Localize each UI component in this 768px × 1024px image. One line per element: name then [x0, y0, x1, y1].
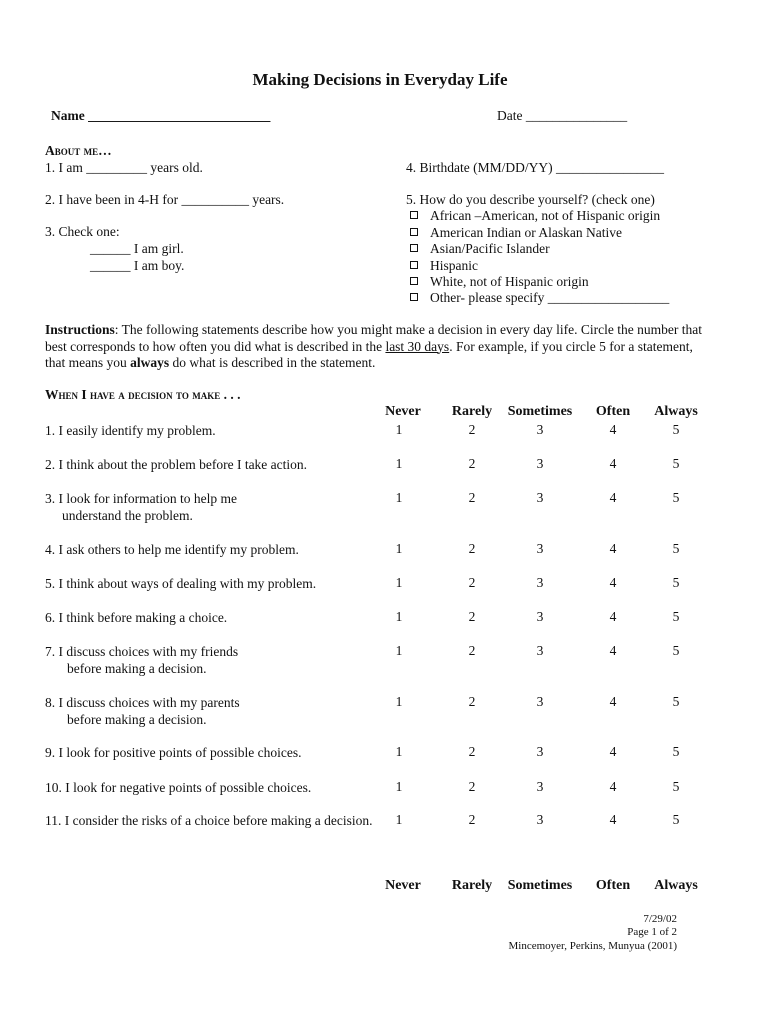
rating-option[interactable]: 2 — [468, 541, 476, 556]
instructions-paragraph: Instructions: The following statements describe how you might make a decision in every day life. Circle the number that best corresponds to how often you did what is described in the last 30 days. For example, if you circle 5 for a statement, that means you always do what is described in the statement. — [45, 322, 702, 370]
rating-option[interactable]: 4 — [609, 779, 617, 794]
statement-text: 7. I discuss choices with my friends — [45, 644, 239, 659]
statement-item — [45, 812, 373, 829]
about-me-heading: About me… — [45, 143, 112, 158]
ethnicity-option[interactable]: American Indian or Alaskan Native — [410, 225, 622, 241]
name-field[interactable]: Name ___________________________ — [51, 108, 271, 123]
rating-option[interactable]: 1 — [395, 490, 403, 505]
checkbox-icon[interactable] — [410, 277, 418, 285]
rating-option[interactable]: 5 — [672, 643, 680, 658]
rating-option[interactable]: 2 — [468, 643, 476, 658]
rating-option[interactable]: 1 — [395, 541, 403, 556]
rating-option[interactable]: 5 — [672, 422, 680, 437]
rating-option[interactable]: 2 — [468, 456, 476, 471]
ethnicity-option[interactable]: Hispanic — [410, 258, 478, 274]
rating-option[interactable]: 3 — [536, 422, 544, 437]
4h-years-question: 2. I have been in 4-H for __________ years. — [45, 192, 285, 207]
checkbox-icon[interactable] — [410, 228, 418, 236]
rating-option[interactable]: 5 — [672, 490, 680, 505]
scale-header-never: Never — [385, 878, 421, 893]
statement-text: 9. I look for positive points of possible choices. — [45, 745, 302, 760]
statement-text-continued: before making a decision. — [67, 712, 207, 727]
rating-option[interactable]: 2 — [468, 490, 476, 505]
scale-header-rarely: Rarely — [451, 878, 493, 893]
ethnicity-option[interactable]: Other- please specify __________________ — [410, 290, 669, 306]
rating-option[interactable]: 5 — [672, 541, 680, 556]
rating-option[interactable]: 2 — [468, 744, 476, 759]
date-field[interactable]: Date _______________ — [497, 108, 628, 123]
statement-text: 11. I consider the risks of a choice before making a decision. — [45, 813, 373, 828]
rating-option[interactable]: 1 — [395, 422, 403, 437]
checkbox-icon[interactable] — [410, 244, 418, 252]
rating-option[interactable]: 3 — [536, 456, 544, 471]
rating-option[interactable]: 3 — [536, 812, 544, 827]
rating-option[interactable]: 4 — [609, 456, 617, 471]
rating-option[interactable]: 5 — [672, 456, 680, 471]
rating-option[interactable]: 1 — [395, 779, 403, 794]
rating-option[interactable]: 4 — [609, 609, 617, 624]
statement-text-continued: before making a decision. — [67, 661, 207, 676]
statement-item — [45, 744, 301, 761]
statement-text: 10. I look for negative points of possible choices. — [45, 780, 312, 795]
gender-option-boy[interactable]: ______ I am boy. — [90, 258, 185, 273]
rating-option[interactable]: 1 — [395, 643, 403, 658]
scale-header-always: Always — [654, 404, 698, 419]
statement-text: 3. I look for information to help me — [45, 491, 237, 506]
footer-authors: Mincemoyer, Perkins, Munyua (2001) — [508, 940, 677, 952]
rating-option[interactable]: 4 — [609, 575, 617, 590]
statement-text-continued: understand the problem. — [62, 508, 193, 523]
scale-header-always: Always — [654, 878, 698, 893]
statement-item — [45, 609, 227, 626]
statement-text: 5. I think about ways of dealing with my problem. — [45, 576, 317, 591]
rating-option[interactable]: 3 — [536, 541, 544, 556]
scale-header-never: Never — [385, 404, 421, 419]
rating-option[interactable]: 4 — [609, 541, 617, 556]
rating-option[interactable]: 4 — [609, 744, 617, 759]
rating-option[interactable]: 2 — [468, 694, 476, 709]
rating-option[interactable]: 3 — [536, 575, 544, 590]
rating-option[interactable]: 1 — [395, 694, 403, 709]
rating-option[interactable]: 1 — [395, 456, 403, 471]
statement-item — [45, 490, 237, 524]
checkbox-icon[interactable] — [410, 293, 418, 301]
rating-option[interactable]: 1 — [395, 812, 403, 827]
statement-item — [45, 779, 311, 796]
rating-option[interactable]: 1 — [395, 609, 403, 624]
rating-option[interactable]: 4 — [609, 643, 617, 658]
birthdate-question: 4. Birthdate (MM/DD/YY) ________________ — [406, 160, 664, 175]
ethnicity-question: 5. How do you describe yourself? (check one) — [406, 192, 655, 207]
rating-option[interactable]: 3 — [536, 643, 544, 658]
statement-item — [45, 456, 307, 473]
statement-item — [45, 575, 316, 592]
ethnicity-option[interactable]: White, not of Hispanic origin — [410, 274, 589, 290]
rating-option[interactable]: 5 — [672, 575, 680, 590]
rating-option[interactable]: 5 — [672, 779, 680, 794]
rating-option[interactable]: 4 — [609, 694, 617, 709]
rating-option[interactable]: 1 — [395, 575, 403, 590]
rating-option[interactable]: 5 — [672, 609, 680, 624]
statement-text: 6. I think before making a choice. — [45, 610, 228, 625]
rating-option[interactable]: 3 — [536, 694, 544, 709]
checkbox-icon[interactable] — [410, 261, 418, 269]
footer-date: 7/29/02 — [643, 913, 677, 925]
rating-option[interactable]: 3 — [536, 609, 544, 624]
scale-header-often: Often — [595, 404, 631, 419]
statement-item — [45, 422, 216, 439]
footer-page-number: Page 1 of 2 — [627, 926, 677, 938]
rating-option[interactable]: 2 — [468, 812, 476, 827]
rating-option[interactable]: 1 — [395, 744, 403, 759]
gender-option-girl[interactable]: ______ I am girl. — [90, 241, 184, 256]
statement-text: 1. I easily identify my problem. — [45, 423, 216, 438]
statement-text: 2. I think about the problem before I take action. — [45, 457, 308, 472]
section-heading: When I have a decision to make . . . — [45, 387, 241, 402]
age-question: 1. I am _________ years old. — [45, 160, 203, 175]
rating-option[interactable]: 4 — [609, 812, 617, 827]
rating-option[interactable]: 5 — [672, 694, 680, 709]
rating-option[interactable]: 3 — [536, 744, 544, 759]
rating-option[interactable]: 4 — [609, 490, 617, 505]
ethnicity-option[interactable]: African –American, not of Hispanic origin — [410, 208, 660, 224]
rating-option[interactable]: 3 — [536, 490, 544, 505]
checkbox-icon[interactable] — [410, 211, 418, 219]
rating-option[interactable]: 2 — [468, 575, 476, 590]
rating-option[interactable]: 3 — [536, 779, 544, 794]
gender-question: 3. Check one: — [45, 224, 120, 239]
rating-option[interactable]: 4 — [609, 422, 617, 437]
page-title: Making Decisions in Everyday Life — [252, 70, 508, 89]
rating-option[interactable]: 5 — [672, 744, 680, 759]
statement-item — [45, 694, 240, 728]
statement-item — [45, 541, 299, 558]
rating-option[interactable]: 2 — [468, 779, 476, 794]
statement-item — [45, 643, 238, 677]
scale-header-sometimes: Sometimes — [507, 404, 573, 419]
ethnicity-option[interactable]: Asian/Pacific Islander — [410, 241, 550, 257]
rating-option[interactable]: 5 — [672, 812, 680, 827]
scale-header-rarely: Rarely — [451, 404, 493, 419]
rating-option[interactable]: 2 — [468, 609, 476, 624]
statement-text: 8. I discuss choices with my parents — [45, 695, 240, 710]
rating-option[interactable]: 2 — [468, 422, 476, 437]
scale-header-often: Often — [595, 878, 631, 893]
scale-header-sometimes: Sometimes — [507, 878, 573, 893]
statement-text: 4. I ask others to help me identify my problem. — [45, 542, 299, 557]
